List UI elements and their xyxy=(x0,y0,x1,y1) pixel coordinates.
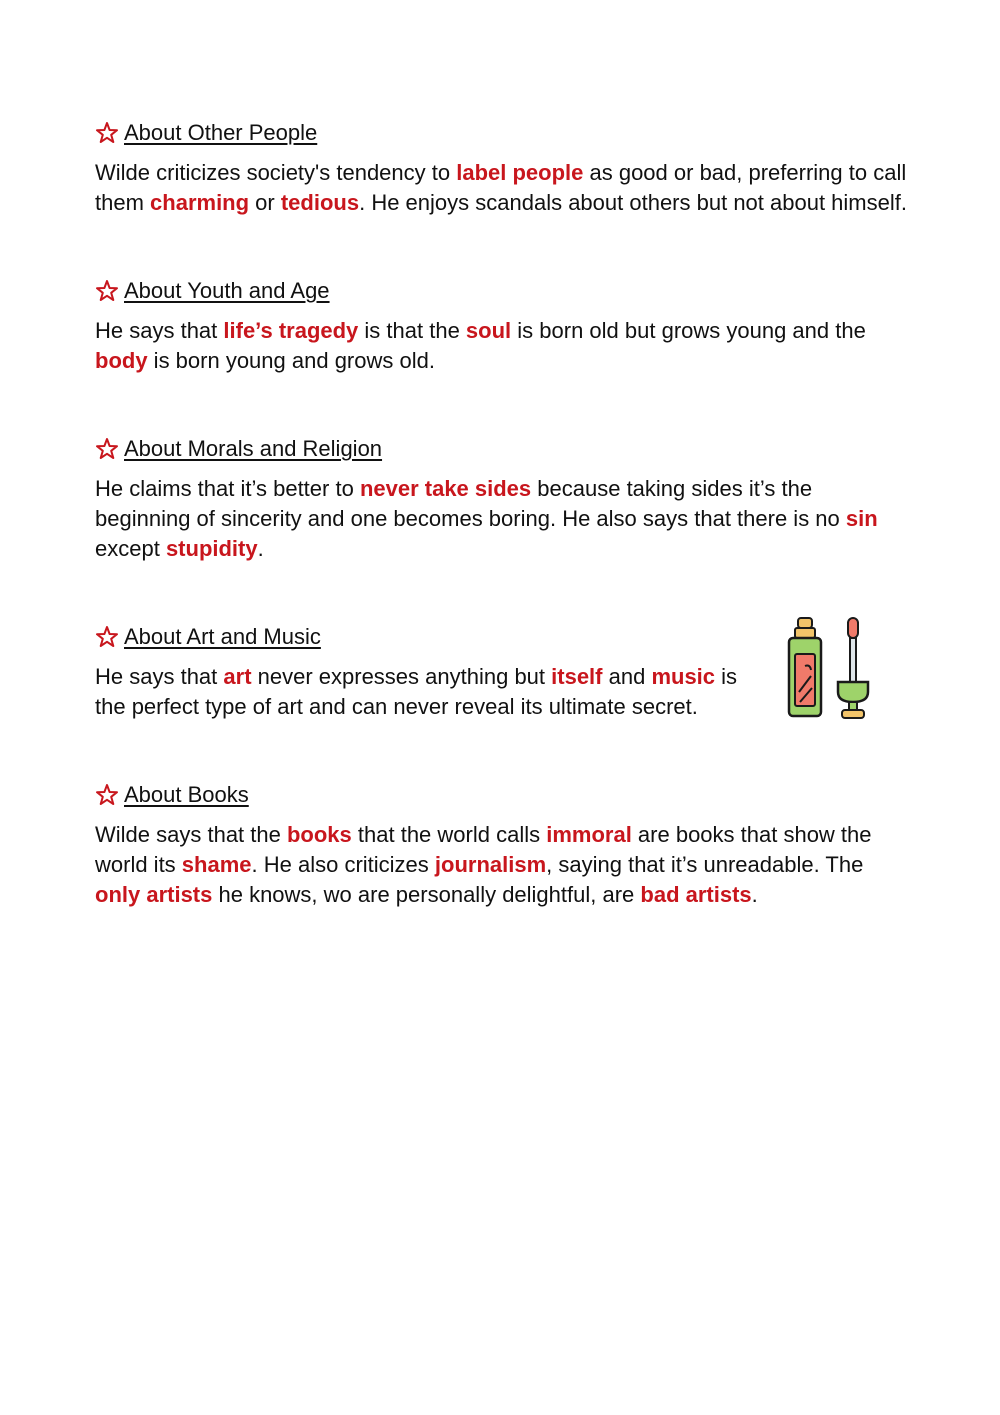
section-title: About Other People xyxy=(124,120,318,145)
text-run: is the perfect type of art and can never reveal its ultimate secret. xyxy=(95,664,738,719)
section-paragraph xyxy=(95,158,910,218)
star-icon xyxy=(95,625,119,649)
highlighted-term: itself xyxy=(551,664,603,689)
text-run: Wilde criticizes society's tendency to xyxy=(95,160,457,185)
section-paragraph xyxy=(95,662,765,722)
text-run: is born old but grows young and the xyxy=(511,318,866,343)
section-books xyxy=(95,780,910,910)
section-title: About Books xyxy=(124,782,249,807)
text-run: he knows, wo are personally delightful, are xyxy=(212,882,641,907)
section-heading xyxy=(95,780,910,810)
text-run: as good or bad, preferring to call them xyxy=(95,160,907,215)
star-icon xyxy=(95,437,119,461)
text-run: He says that xyxy=(95,318,224,343)
section-title: About Youth and Age xyxy=(124,278,330,303)
text-run: and xyxy=(602,664,652,689)
highlighted-term: bad artists xyxy=(640,882,752,907)
document-page xyxy=(95,118,910,968)
section-other-people xyxy=(95,118,910,218)
highlighted-term: tedious xyxy=(280,190,360,215)
section-paragraph xyxy=(95,820,910,910)
highlighted-term: journalism xyxy=(434,852,547,877)
text-run: never expresses anything but xyxy=(251,664,552,689)
text-run: are books that show the world its xyxy=(95,822,872,877)
text-run: that the world calls xyxy=(351,822,547,847)
text-run: Wilde says that the xyxy=(95,822,287,847)
star-icon xyxy=(95,121,119,145)
section-paragraph xyxy=(95,474,910,564)
highlighted-term: never take sides xyxy=(359,476,532,501)
perfume-and-lipgloss-icon xyxy=(786,616,870,720)
section-morals-and-religion xyxy=(95,434,910,564)
highlighted-term: soul xyxy=(465,318,512,343)
text-run: . xyxy=(257,536,264,561)
text-run: . He also criticizes xyxy=(251,852,435,877)
highlighted-term: immoral xyxy=(546,822,632,847)
text-run: is born young and grows old. xyxy=(147,348,435,373)
highlighted-term: charming xyxy=(150,190,250,215)
highlighted-term: life’s tragedy xyxy=(223,318,359,343)
text-run: or xyxy=(249,190,281,215)
highlighted-term: art xyxy=(223,664,252,689)
highlighted-term: shame xyxy=(181,852,252,877)
section-paragraph xyxy=(95,316,910,376)
section-heading xyxy=(95,434,910,464)
highlighted-term: stupidity xyxy=(165,536,258,561)
section-heading xyxy=(95,118,910,148)
text-run: , saying that it’s unreadable. The xyxy=(546,852,864,877)
section-title: About Morals and Religion xyxy=(124,436,383,461)
text-run: He says that xyxy=(95,664,224,689)
highlighted-term: only artists xyxy=(95,882,213,907)
text-run: . He enjoys scandals about others but not about himself. xyxy=(359,190,907,215)
highlighted-term: body xyxy=(95,348,148,373)
section-art-and-music xyxy=(95,622,910,722)
text-run: . xyxy=(751,882,758,907)
highlighted-term: books xyxy=(286,822,352,847)
section-title: About Art and Music xyxy=(124,624,321,649)
text-run: because taking sides it’s the beginning of sincerity and one becomes boring. He also says that there is no xyxy=(95,476,846,531)
text-run: except xyxy=(95,536,166,561)
text-run: is that the xyxy=(358,318,466,343)
highlighted-term: music xyxy=(651,664,716,689)
highlighted-term: sin xyxy=(845,506,878,531)
section-youth-and-age xyxy=(95,276,910,376)
star-icon xyxy=(95,279,119,303)
star-icon xyxy=(95,783,119,807)
highlighted-term: label people xyxy=(456,160,584,185)
text-run: He claims that it’s better to xyxy=(95,476,360,501)
section-heading xyxy=(95,276,910,306)
